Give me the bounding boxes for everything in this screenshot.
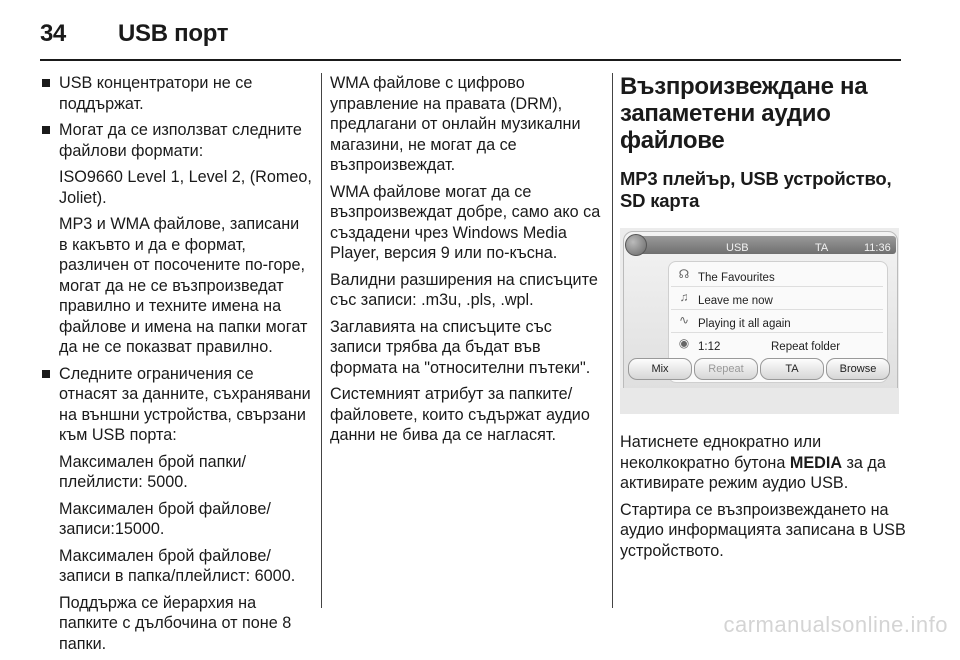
screen-list-item bbox=[671, 310, 883, 333]
column-middle bbox=[330, 73, 605, 452]
headphones-icon: ☊ bbox=[678, 267, 690, 281]
bullet-subparagraph: Максимален брой файлове/ записи:15000. bbox=[59, 499, 271, 538]
bullet-text: Следните ограничения се отнасят за данните, съхранявани на външни устройства, свързани към USB порта: bbox=[59, 364, 311, 444]
column-divider-1 bbox=[321, 73, 322, 608]
screen-now-playing bbox=[671, 333, 883, 355]
music-note-icon: ♫ bbox=[679, 290, 689, 304]
bullet-text: USB концентратори не се поддържат. bbox=[59, 74, 253, 113]
paragraph: WMA файлове с цифрово управление на правата (DRM), предлагани от онлайн музикални магазини, не могат да се възпроизвеждат. bbox=[330, 74, 581, 174]
screen-tab-ta: TA bbox=[815, 242, 829, 254]
screen-list-item-label: The Favourites bbox=[698, 272, 775, 284]
bullet-subparagraph: MP3 и WMA файлове, записани в какъвто и да е формат, различен от посочените по-горе, могат да не се възпроизведат правилно и техните имена на файлове и имена на папки могат да не се показват правилно. bbox=[59, 215, 308, 356]
paragraph: Валидни разширения на списъците със записи: .m3u, .pls, .wpl. bbox=[330, 270, 598, 309]
screen-bottom-margin bbox=[620, 388, 899, 414]
paragraph: WMA файлове могат да се възпроизвеждат добре, само ако са създадени чрез Windows Media Player, версия 9 или по-късна. bbox=[330, 182, 601, 262]
screen-list-item bbox=[671, 264, 883, 287]
screen-button-bar bbox=[628, 358, 890, 382]
bullet-item bbox=[40, 120, 312, 358]
paragraph: Системният атрибут за папките/ файловете, които съдържат аудио данни не бива да се нагласят. bbox=[330, 385, 590, 444]
bullet-text: Могат да се използват следните файлови формати: bbox=[59, 121, 302, 160]
paragraph-text: Натиснете еднократно или неколкократно бутона bbox=[620, 433, 822, 472]
screen-ta-button: TA bbox=[760, 358, 824, 380]
bullet-subparagraph: Поддържа се йерархия на папките с дълбочина от поне 8 папки. bbox=[59, 593, 292, 653]
page-title: USB порт bbox=[118, 20, 229, 47]
screen-tab-usb: USB bbox=[726, 242, 749, 254]
screen-list-item bbox=[671, 287, 883, 310]
watermark: carmanualsonline.info bbox=[723, 612, 948, 637]
screen-browse-button: Browse bbox=[826, 358, 890, 380]
screen-home-icon bbox=[625, 234, 647, 256]
bullet-subparagraph: Максимален брой папки/ плейлисти: 5000. bbox=[59, 452, 247, 491]
screen-repeat-label: Repeat folder bbox=[771, 341, 841, 353]
section-subheading: MP3 плейър, USB устройство, SD карта bbox=[620, 168, 892, 211]
bullet-subparagraph: Максимален брой файлове/ записи в папка/плейлист: 6000. bbox=[59, 546, 296, 585]
disc-icon: ◉ bbox=[678, 336, 690, 350]
paragraph: Стартира се възпроизвеждането на аудио информацията записана в USB устройството. bbox=[620, 500, 906, 560]
paragraph: Заглавията на списъците със записи трябва да бъдат във формата на "относителни пътеки". bbox=[330, 317, 591, 377]
screen-repeat-button: Repeat bbox=[694, 358, 758, 380]
bullet-item bbox=[40, 73, 312, 114]
wave-icon: ∿ bbox=[678, 313, 690, 327]
paragraph bbox=[620, 432, 910, 494]
audio-screen-illustration bbox=[620, 228, 899, 414]
section-heading: Възпроизвеждане на запаметени аудио файлове bbox=[620, 73, 868, 154]
bullet-list bbox=[40, 73, 312, 654]
column-left bbox=[40, 73, 312, 660]
bullet-item bbox=[40, 364, 312, 655]
page-number: 34 bbox=[40, 20, 66, 47]
screen-list-item-label: Playing it all again bbox=[698, 318, 791, 330]
screen-list-item-label: Leave me now bbox=[698, 295, 773, 307]
bullet-subparagraph: ISO9660 Level 1, Level 2, (Romeo, Joliet). bbox=[59, 168, 312, 207]
media-button-name: MEDIA bbox=[789, 453, 843, 472]
screen-mix-button: Mix bbox=[628, 358, 692, 380]
paragraph-text: за да активирате режим аудио USB. bbox=[620, 453, 886, 492]
page-header bbox=[40, 14, 920, 54]
screen-clock: 11:36 bbox=[864, 242, 891, 254]
column-divider-2 bbox=[612, 73, 613, 608]
screen-track-time: 1:12 bbox=[698, 341, 721, 353]
column-right bbox=[620, 73, 910, 567]
header-rule bbox=[40, 59, 901, 61]
screen-status-bar bbox=[638, 236, 896, 254]
